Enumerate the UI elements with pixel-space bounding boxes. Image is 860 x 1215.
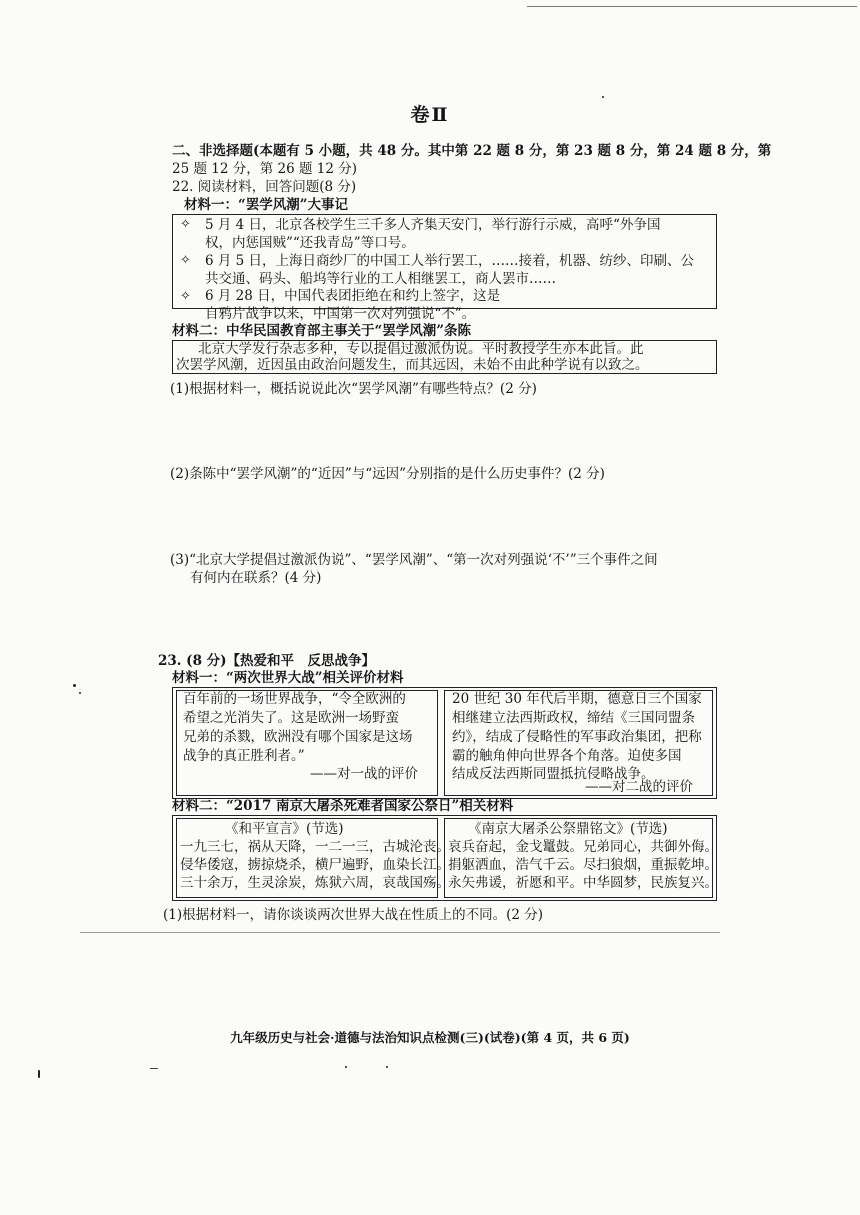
scan-speck — [602, 96, 604, 98]
q22-event3-line2: 自鸦片战争以来，中国第一次对列强说“不”。 — [205, 306, 476, 322]
q23-peace-line2: 侵华倭寇，掳掠烧杀，横尸遍野，血染长江。 — [180, 857, 450, 873]
q23-inscription-line3: 永矢弗谖，祈愿和平。中华圆梦，民族复兴。 — [448, 875, 718, 891]
section-heading-line2: 25 题 12 分，第 26 题 12 分) — [172, 161, 358, 177]
q22-event1-line1: 5 月 4 日，北京各校学生三千多人齐集天安门，举行游行示威，高呼“外争国 — [205, 217, 661, 233]
q23-left-line1: 百年前的一场世界战争，“令全欧洲的 — [183, 691, 406, 707]
q23-left-line4: 战争的真正胜利者。” — [183, 748, 305, 764]
scan-speck — [38, 1070, 40, 1078]
q22-title: 22. 阅读材料，回答问题(8 分) — [172, 179, 357, 195]
q22-question1: (1)根据材料一，概括说说此次“罢学风潮”有哪些特点？(2 分) — [170, 381, 537, 397]
section-heading-line1 — [172, 142, 771, 161]
q22-event2-line2: 共交通、码头、船坞等行业的工人相继罢工，商人罢市…… — [205, 271, 556, 287]
q23-material1-title: 材料一：“两次世界大战”相关评价材料 — [172, 670, 404, 686]
scan-speck — [345, 1066, 347, 1068]
q22-event3-text: 6 月 28 日，中国代表团拒绝在和约上签字，这是 — [205, 288, 501, 304]
page-footer: 九年级历史与社会·道德与法治知识点检测(三)(试卷)(第 4 页，共 6 页) — [230, 1030, 630, 1045]
q23-right-line3: 约》，结成了侵略性的军事政治集团，把称 — [452, 729, 702, 745]
q22-question3-line1: (3)“北京大学提倡过激派伪说”、“罢学风潮”、“第一次对列强说‘不’”三个事件之间 — [170, 552, 658, 568]
q22-event2-line1: 6 月 5 日，上海日商纱厂的中国工人举行罢工，……接着，机器、纺纱、印刷、公 — [205, 253, 695, 269]
q22-material2-line2: 次罢学风潮，近因虽由政治问题发生，而其远因，未始不由此种学说有以致之。 — [176, 357, 649, 373]
scan-speck — [386, 1066, 388, 1068]
q22-material1-title: 材料一：“罢学风潮”大事记 — [184, 197, 349, 213]
q23-right-line5: 结成反法西斯同盟抵抗侵略战争。 — [452, 766, 655, 782]
q23-question1: (1)根据材料一，请你谈谈两次世界大战在性质上的不同。(2 分) — [163, 907, 544, 923]
scan-dashed-line — [80, 932, 720, 933]
q23-left-line3: 兄弟的杀戮，欧洲没有哪个国家是这场 — [183, 729, 413, 745]
q23-title: 23. (8 分)【热爱和平 反思战争】 — [158, 653, 376, 669]
q23-right-line2: 相继建立法西斯政权，缔结《三国同盟条 — [452, 710, 695, 726]
q22-material2-line1: 北京大学发行杂志多种，专以提倡过激派伪说。平时教授学生亦本此旨。此 — [198, 341, 644, 357]
volume-title: 卷Ⅱ — [410, 104, 450, 126]
q23-inscription-title: 《南京大屠杀公祭鼎铭文》(节选) — [468, 821, 668, 837]
q23-left-line2: 希望之光消失了。这是欧洲一场野蛮 — [183, 710, 399, 726]
q23-left-caption: ——对一战的评价 — [310, 766, 418, 782]
section-heading-text: 二、非选择题(本题有 5 小题，共 48 分。其中第 22 题 8 分，第 23 题 8 分，第 24 题 8 分，第 — [172, 143, 772, 159]
q23-peace-line1: 一九三七，祸从天降，一二一三，古城沦丧。 — [180, 839, 450, 855]
q23-peace-title: 《和平宣言》(节选) — [225, 821, 344, 837]
scan-speck — [150, 1068, 158, 1069]
q22-material2-title: 材料二：中华民国教育部主事关于“罢学风潮”条陈 — [172, 323, 472, 339]
q22-event1-line2: 权，内惩国贼”“还我青岛”等口号。 — [205, 235, 415, 251]
q23-material2-title: 材料二：“2017 南京大屠杀死难者国家公祭日”相关材料 — [172, 798, 514, 814]
bullet-icon: ✧ — [180, 289, 191, 304]
scan-speck — [73, 684, 76, 687]
top-rule — [527, 6, 857, 7]
q23-inscription-line1: 哀兵奋起，金戈鼍鼓。兄弟同心，共御外侮。 — [448, 839, 718, 855]
q23-peace-line3: 三十余万，生灵涂炭，炼狱六周，哀哉国殇。 — [180, 875, 450, 891]
q23-right-line4: 霸的触角伸向世界各个角落。迫使多国 — [452, 748, 682, 764]
q23-right-caption: ——对二战的评价 — [585, 779, 693, 795]
q23-inscription-line2: 捐躯洒血，浩气千云。尽扫狼烟，重振乾坤。 — [448, 857, 718, 873]
q22-question3-line2: 有何内在联系？(4 分) — [190, 570, 322, 586]
q23-right-line1: 20 世纪 30 年代后半期，德意日三个国家 — [452, 691, 702, 707]
bullet-icon: ✧ — [180, 217, 191, 232]
scan-speck — [79, 692, 81, 694]
bullet-icon: ✧ — [180, 253, 191, 268]
q22-event3-line1 — [205, 287, 500, 306]
q22-question2: (2)条陈中“罢学风潮”的“近因”与“远因”分别指的是什么历史事件？(2 分) — [170, 466, 605, 482]
